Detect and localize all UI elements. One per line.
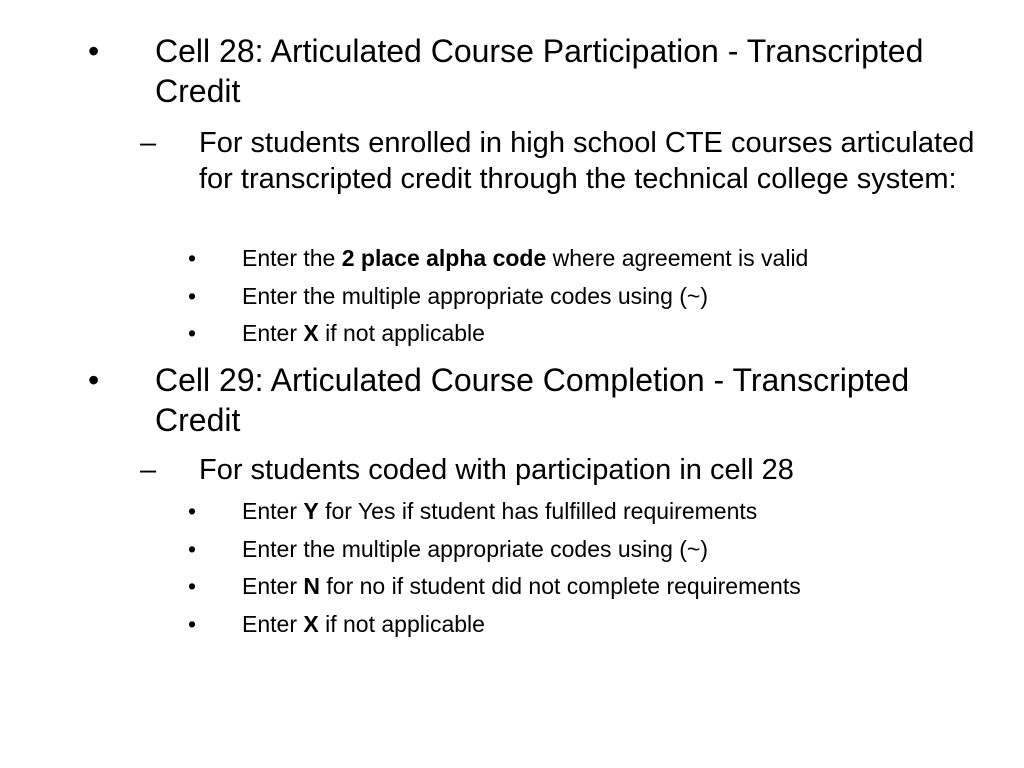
dash-icon: – bbox=[140, 127, 157, 159]
bullet-icon: • bbox=[188, 573, 197, 599]
bullet-icon: • bbox=[188, 320, 197, 346]
bullet-icon: • bbox=[88, 362, 100, 398]
bullet-icon: • bbox=[188, 536, 197, 562]
dash-icon: – bbox=[140, 454, 157, 486]
item-text: Enter X if not applicable bbox=[242, 320, 485, 346]
item-text: Enter Y for Yes if student has fulfilled requirements bbox=[242, 498, 758, 524]
section-2-item-3 bbox=[0, 571, 1000, 601]
section-1-item-1 bbox=[0, 243, 1000, 273]
item-text: Enter the multiple appropriate codes using (~) bbox=[242, 536, 709, 562]
section-1-item-3 bbox=[0, 318, 1000, 348]
bullet-icon: • bbox=[88, 33, 100, 69]
item-text: Enter the 2 place alpha code where agreement is valid bbox=[242, 245, 809, 271]
item-text: Enter X if not applicable bbox=[242, 611, 485, 637]
section-2-sub: For students coded with participation in cell 28 bbox=[199, 454, 794, 486]
item-text: Enter N for no if student did not complete requirements bbox=[242, 573, 801, 599]
bullet-icon: • bbox=[188, 498, 197, 524]
bullet-icon: • bbox=[188, 611, 197, 637]
section-2-item-4 bbox=[0, 609, 1000, 639]
section-2-item-2 bbox=[0, 534, 1000, 564]
item-text: Enter the multiple appropriate codes using (~) bbox=[242, 283, 709, 309]
section-1-sub: For students enrolled in high school CTE courses articulated for transcripted credit through the technical college system: bbox=[199, 127, 975, 195]
section-1-heading: Cell 28: Articulated Course Participation - Transcripted Credit bbox=[155, 33, 924, 109]
bullet-icon: • bbox=[188, 283, 197, 309]
section-1-item-2 bbox=[0, 281, 1000, 311]
bullet-icon: • bbox=[188, 245, 197, 271]
section-2-heading: Cell 29: Articulated Course Completion - Transcripted Credit bbox=[155, 362, 910, 438]
section-2-item-1 bbox=[0, 496, 1000, 526]
